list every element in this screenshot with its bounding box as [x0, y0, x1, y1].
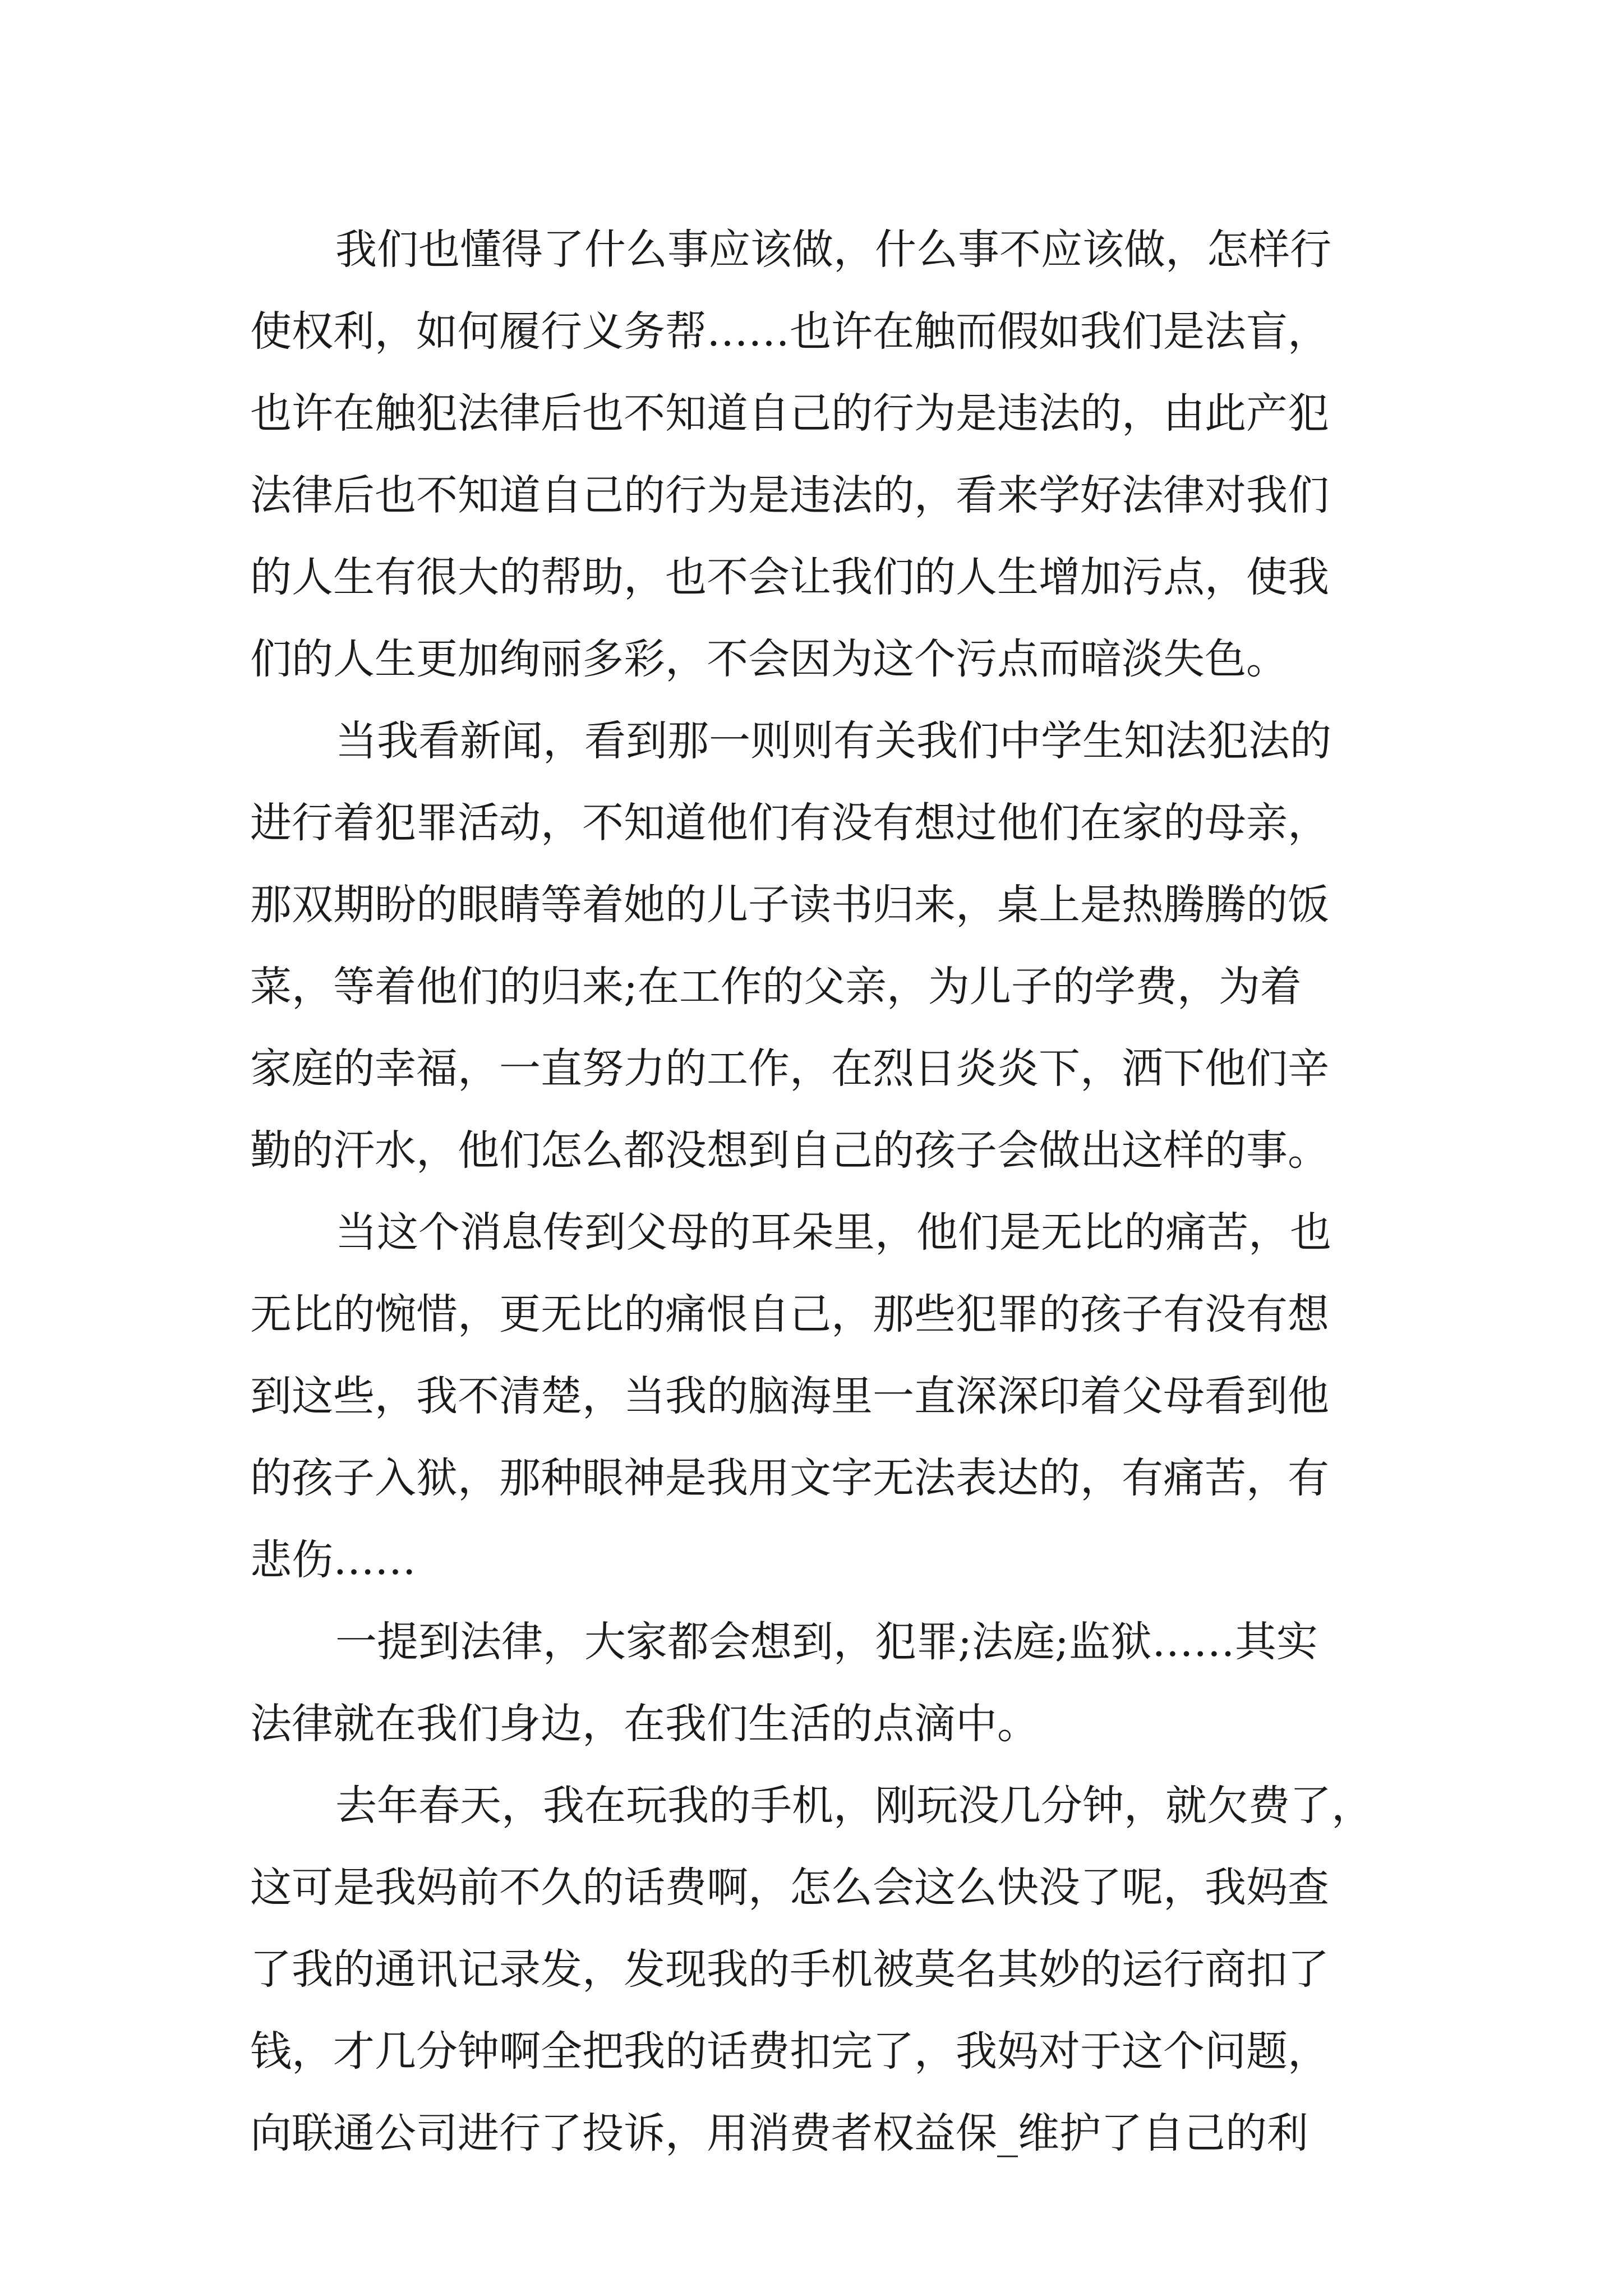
- text-line: 那双期盼的眼睛等着她的儿子读书归来，桌上是热腾腾的饭: [250, 881, 1329, 929]
- text-line: 我们也懂得了什么事应该做，什么事不应该做，怎样行: [335, 226, 1331, 274]
- text-line: 家庭的幸福，一直努力的工作，在烈日炎炎下，洒下他们辛: [250, 1045, 1329, 1093]
- text-line: 这可是我妈前不久的话费啊，怎么会这么快没了呢，我妈查: [250, 1864, 1329, 1912]
- text-line: 的人生有很大的帮助，也不会让我们的人生增加污点，使我: [250, 553, 1329, 601]
- text-line: 向联通公司进行了投诉，用消费者权益保_维护了自己的利: [250, 2109, 1308, 2157]
- text-line: 的孩子入狱，那种眼神是我用文字无法表达的，有痛苦，有: [250, 1454, 1329, 1502]
- text-line: 进行着犯罪活动，不知道他们有没有想过他们在家的母亲，: [250, 799, 1329, 847]
- text-line: 了我的通讯记录发，发现我的手机被莫名其妙的运行商扣了: [250, 1945, 1329, 1994]
- text-line: 钱，才几分钟啊全把我的话费扣完了，我妈对于这个问题，: [250, 2027, 1329, 2076]
- text-line: 无比的惋惜，更无比的痛恨自己，那些犯罪的孩子有没有想: [250, 1290, 1329, 1338]
- text-line: 当这个消息传到父母的耳朵里，他们是无比的痛苦，也: [335, 1208, 1331, 1257]
- text-line: 去年春天，我在玩我的手机，刚玩没几分钟，就欠费了，: [335, 1782, 1373, 1830]
- document-body: [250, 209, 1383, 2174]
- text-line: 也许在触犯法律后也不知道自己的行为是违法的，由此产犯: [250, 389, 1329, 438]
- text-line: 法律后也不知道自己的行为是违法的，看来学好法律对我们: [250, 471, 1329, 519]
- text-line: 当我看新闻，看到那一则则有关我们中学生知法犯法的: [335, 717, 1331, 765]
- text-line: 一提到法律，大家都会想到，犯罪;法庭;监狱……其实: [335, 1618, 1318, 1666]
- text-line: 法律就在我们身边，在我们生活的点滴中。: [250, 1700, 1039, 1748]
- text-line: 悲伤……: [250, 1536, 416, 1584]
- text-line: 勤的汗水，他们怎么都没想到自己的孩子会做出这样的事。: [250, 1126, 1329, 1175]
- text-line: 使权利，如何履行义务帮……也许在触而假如我们是法盲，: [250, 307, 1329, 356]
- text-line: 菜，等着他们的归来;在工作的父亲，为儿子的学费，为着: [250, 963, 1302, 1011]
- text-line: 到这些，我不清楚，当我的脑海里一直深深印着父母看到他: [250, 1372, 1329, 1420]
- text-line: 们的人生更加绚丽多彩，不会因为这个污点而暗淡失色。: [250, 635, 1288, 683]
